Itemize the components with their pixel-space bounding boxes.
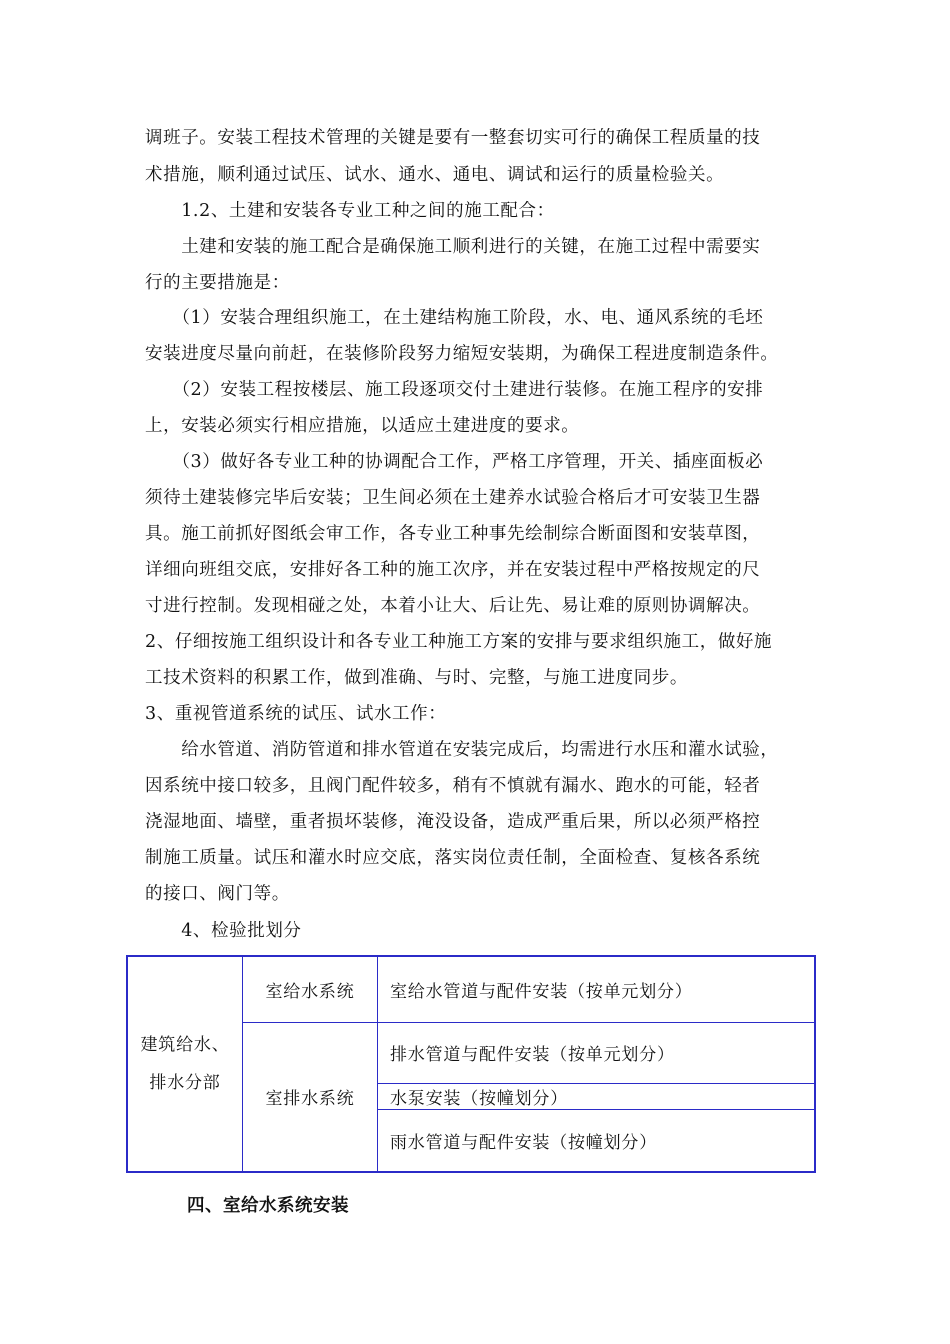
item-cell: 排水管道与配件安装（按单元划分） bbox=[378, 1022, 816, 1083]
paragraph-line: （1）安装合理组织施工，在土建结构施工阶段，水、电、通风系统的毛坯 bbox=[145, 308, 764, 328]
paragraph-line: 2、仔细按施工组织设计和各专业工种施工方案的安排与要求组织施工，做好施 bbox=[145, 632, 773, 652]
paragraph-line: 浇湿地面、墙壁，重者损坏装修，淹没设备，造成严重后果，所以必须严格控 bbox=[145, 812, 761, 832]
paragraph-line: 行的主要措施是： bbox=[145, 273, 290, 293]
subsection-title: 3、重视管道系统的试压、试水工作： bbox=[145, 704, 447, 724]
system-cell: 室排水系统 bbox=[243, 1022, 378, 1172]
section-heading: 四、室给水系统安装 bbox=[187, 1196, 349, 1216]
paragraph-line: 须待土建装修完毕后安装；卫生间必须在土建养水试验合格后才可安装卫生器 bbox=[145, 488, 761, 508]
paragraph-line: （3）做好各专业工种的协调配合工作，严格工序管理，开关、插座面板必 bbox=[145, 452, 764, 472]
subsection-title: 4、检验批划分 bbox=[145, 921, 302, 941]
paragraph-line: 详细向班组交底，安排好各工种的施工次序，并在安装过程中严格按规定的尺 bbox=[145, 560, 761, 580]
paragraph-line: 安装进度尽量向前赶，在装修阶段努力缩短安装期，为确保工程进度制造条件。 bbox=[145, 344, 779, 364]
department-cell: 建筑给水、排水分部 bbox=[127, 956, 243, 1172]
paragraph-line: 调班子。安装工程技术管理的关键是要有一整套切实可行的确保工程质量的技 bbox=[145, 128, 761, 148]
paragraph-line: 工技术资料的积累工作，做到准确、与时、完整，与施工进度同步。 bbox=[145, 668, 688, 688]
paragraph-line: （2）安装工程按楼层、施工段逐项交付土建进行装修。在施工程序的安排 bbox=[145, 380, 764, 400]
inspection-batch-table bbox=[126, 955, 816, 1173]
paragraph-line: 给水管道、消防管道和排水管道在安装完成后，均需进行水压和灌水试验， bbox=[145, 740, 779, 760]
system-cell: 室给水系统 bbox=[243, 956, 378, 1022]
paragraph-line: 因系统中接口较多，且阀门配件较多，稍有不慎就有漏水、跑水的可能，轻者 bbox=[145, 776, 761, 796]
paragraph-line: 的接口、阀门等。 bbox=[145, 884, 290, 904]
paragraph-line: 制施工质量。试压和灌水时应交底，落实岗位责任制，全面检查、复核各系统 bbox=[145, 848, 761, 868]
item-cell: 水泵安装（按幢划分） bbox=[378, 1083, 816, 1109]
paragraph-line: 具。施工前抓好图纸会审工作，各专业工种事先绘制综合断面图和安装草图， bbox=[145, 524, 761, 544]
subsection-title: 1.2、土建和安装各专业工种之间的施工配合： bbox=[145, 201, 555, 221]
item-cell: 雨水管道与配件安装（按幢划分） bbox=[378, 1109, 816, 1172]
item-cell: 室给水管道与配件安装（按单元划分） bbox=[378, 956, 816, 1022]
paragraph-line: 土建和安装的施工配合是确保施工顺利进行的关键，在施工过程中需要实 bbox=[145, 237, 761, 257]
paragraph-line: 术措施，顺利通过试压、试水、通水、通电、调试和运行的质量检验关。 bbox=[145, 165, 725, 185]
paragraph-line: 上，安装必须实行相应措施，以适应土建进度的要求。 bbox=[145, 416, 580, 436]
paragraph-line: 寸进行控制。发现相碰之处，本着小让大、后让先、易让难的原则协调解决。 bbox=[145, 596, 761, 616]
